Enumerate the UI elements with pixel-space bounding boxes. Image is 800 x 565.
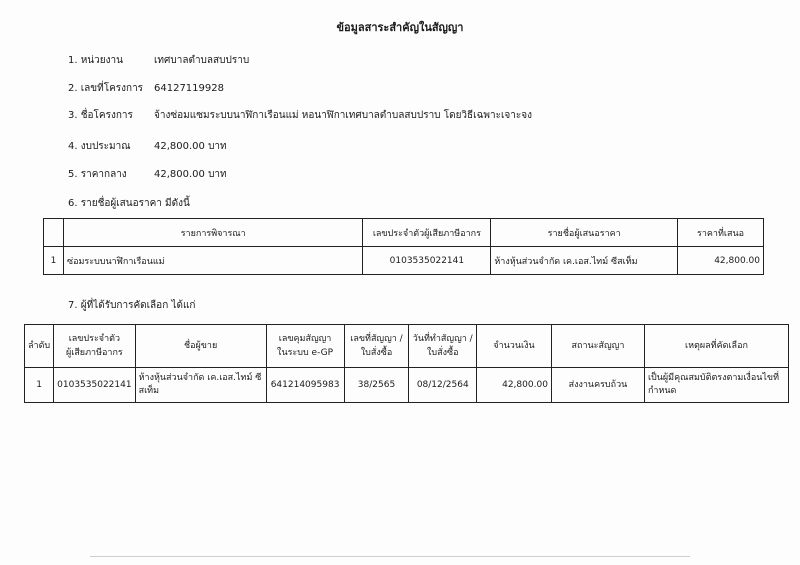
selected-table (24, 324, 789, 403)
field-agency-label: 1. หน่วยงาน (68, 55, 123, 66)
bidder-index: 1 (44, 247, 64, 275)
selected-col-status: สถานะสัญญา (551, 325, 644, 368)
selected-col-order: ลำดับ (25, 325, 54, 368)
bidder-name: ห้างหุ้นส่วนจำกัด เค.เอส.ไทม์ ซีสเท็ม (491, 247, 678, 275)
field-agency-value: เทศบาลตำบลสบปราบ (154, 55, 250, 66)
field-median-price (68, 167, 227, 182)
selected-col-seller: ชื่อผู้ขาย (135, 325, 266, 368)
field-project-number (68, 81, 224, 96)
field-agency (68, 53, 249, 68)
bidders-col-bidder: รายชื่อผู้เสนอราคา (491, 219, 678, 247)
selected-col-contract-date: วันที่ทำสัญญา / ใบสั่งซื้อ (409, 325, 477, 368)
document-title: ข้อมูลสาระสำคัญในสัญญา (336, 21, 464, 34)
field-project-name-value: จ้างซ่อมแซมระบบนาฬิกาเรือนแม่ หอนาฬิกาเทศบาลตำบลสบปราบ โดยวิธีเฉพาะเจาะจง (154, 110, 532, 121)
bidders-header-row (44, 219, 764, 247)
bidders-col-tax-id: เลขประจำตัวผู้เสียภาษีอากร (363, 219, 491, 247)
selected-status: ส่งงานครบถ้วน (551, 368, 644, 403)
field-budget (68, 139, 227, 154)
table-row (44, 247, 764, 275)
bidder-price: 42,800.00 (678, 247, 764, 275)
selected-col-reason: เหตุผลที่คัดเลือก (644, 325, 788, 368)
selected-order: 1 (25, 368, 54, 403)
bidders-col-price: ราคาที่เสนอ (678, 219, 764, 247)
selected-col-egp-control: เลขคุมสัญญา ในระบบ e-GP (266, 325, 344, 368)
bidder-item: ซ่อมระบบนาฬิกาเรือนแม่ (63, 247, 362, 275)
field-project-number-label: 2. เลขที่โครงการ (68, 83, 144, 94)
bidders-col-item: รายการพิจารณา (63, 219, 362, 247)
field-budget-label: 4. งบประมาณ (68, 141, 131, 152)
field-project-name-label: 3. ชื่อโครงการ (68, 110, 133, 121)
selected-heading: 7. ผู้ที่ได้รับการคัดเลือก ได้แก่ (68, 300, 196, 311)
selected-col-contract-no: เลขที่สัญญา / ใบสั่งซื้อ (344, 325, 409, 368)
field-median-price-value: 42,800.00 บาท (154, 169, 227, 180)
selected-egp-control: 641214095983 (266, 368, 344, 403)
selected-contract-date: 08/12/2564 (409, 368, 477, 403)
selected-tax-id: 0103535022141 (54, 368, 135, 403)
bidders-col-index (44, 219, 64, 247)
selected-contract-no: 38/2565 (344, 368, 409, 403)
field-median-price-label: 5. ราคากลาง (68, 169, 127, 180)
field-budget-value: 42,800.00 บาท (154, 141, 227, 152)
selected-reason: เป็นผู้มีคุณสมบัติตรงตามเงื่อนไขที่กำหนด (644, 368, 788, 403)
bidders-heading: 6. รายชื่อผู้เสนอราคา มีดังนี้ (68, 198, 190, 209)
selected-header-row (25, 325, 789, 368)
selected-col-amount: จำนวนเงิน (477, 325, 552, 368)
field-project-name (68, 108, 532, 123)
field-project-number-value: 64127119928 (154, 83, 224, 94)
scan-artifact-line (90, 556, 690, 557)
selected-seller: ห้างหุ้นส่วนจำกัด เค.เอส.ไทม์ ซีสเท็ม (135, 368, 266, 403)
selected-col-tax-id: เลขประจำตัว ผู้เสียภาษีอากร (54, 325, 135, 368)
bidder-tax-id: 0103535022141 (363, 247, 491, 275)
table-row (25, 368, 789, 403)
bidders-table (43, 218, 764, 275)
selected-amount: 42,800.00 (477, 368, 552, 403)
